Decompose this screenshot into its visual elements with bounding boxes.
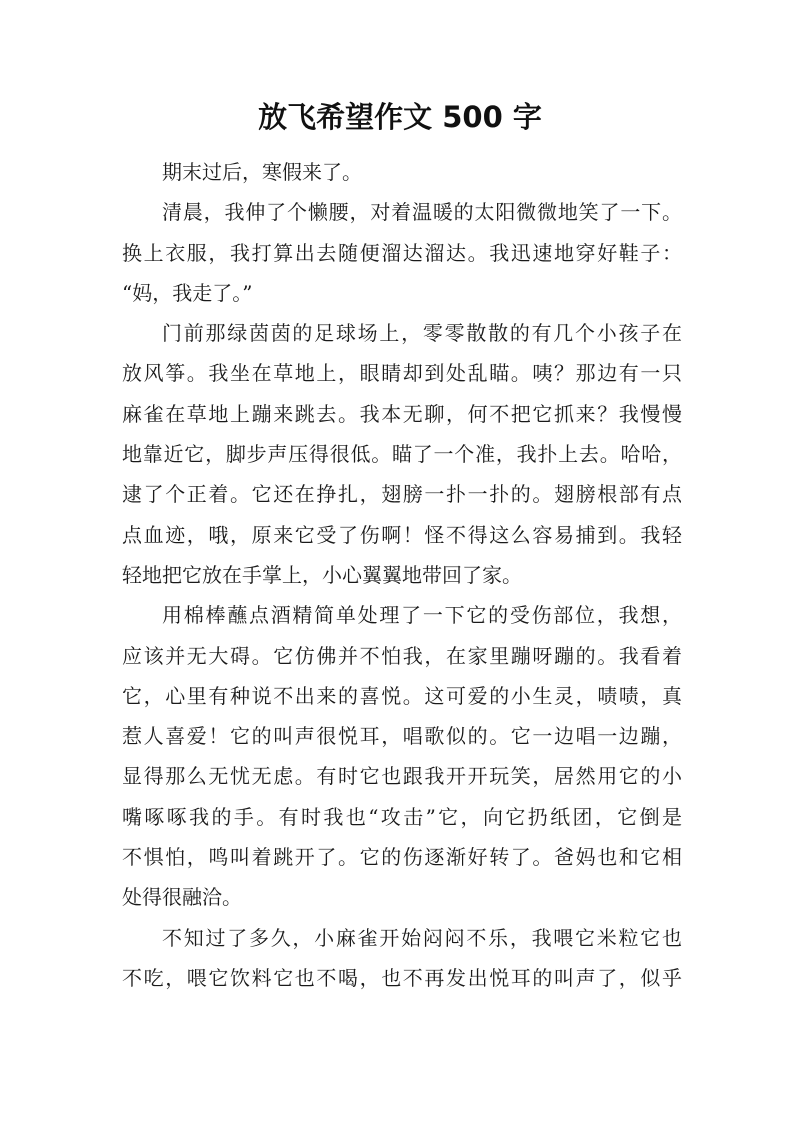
text-line: 用棉棒蘸点酒精简单处理了一下它的受伤部位，我想，	[162, 603, 682, 628]
paragraph	[122, 918, 682, 999]
paragraph	[122, 152, 682, 192]
text-line: 惹人喜爱！它的叫声很悦耳，唱歌似的。它一边唱一边蹦，	[122, 724, 682, 749]
text-line: 期末过后，寒假来了。	[162, 160, 362, 184]
document-body	[122, 152, 682, 998]
text-line: 逮了个正着。它还在挣扎，翅膀一扑一扑的。翅膀根部有点	[122, 482, 682, 507]
text-line: 放风筝。我坐在草地上，眼睛却到处乱瞄。咦？那边有一只	[122, 361, 682, 386]
text-line: 不知过了多久，小麻雀开始闷闷不乐，我喂它米粒它也	[162, 925, 682, 950]
text-line: 不吃，喂它饮料它也不喝，也不再发出悦耳的叫声了，似乎	[122, 965, 682, 990]
text-line: 嘴啄啄我的手。有时我也“攻击”它，向它扔纸团，它倒是	[122, 804, 682, 829]
text-line: 清晨，我伸了个懒腰，对着温暖的太阳微微地笑了一下。	[162, 200, 682, 225]
paragraph	[122, 313, 682, 595]
text-line: 处得很融洽。	[122, 885, 242, 910]
text-line: 显得那么无忧无虑。有时它也跟我开开玩笑，居然用它的小	[122, 764, 682, 789]
text-line: 应该并无大碍。它仿佛并不怕我，在家里蹦呀蹦的。我看着	[122, 643, 682, 668]
text-line: 地靠近它，脚步声压得很低。瞄了一个准，我扑上去。哈哈，	[122, 442, 682, 467]
paragraph	[122, 595, 682, 917]
text-line: 门前那绿茵茵的足球场上，零零散散的有几个小孩子在	[162, 321, 682, 346]
text-line: 点血迹，哦，原来它受了伤啊！怪不得这么容易捕到。我轻	[122, 522, 682, 547]
text-line: 换上衣服，我打算出去随便溜达溜达。我迅速地穿好鞋子：	[122, 240, 682, 265]
document-title: 放飞希望作文 500 字	[258, 100, 542, 134]
text-line: “妈，我走了。”	[122, 280, 253, 305]
paragraph	[122, 192, 682, 313]
text-line: 不惧怕，鸣叫着跳开了。它的伤逐渐好转了。爸妈也和它相	[122, 845, 682, 870]
text-line: 它，心里有种说不出来的喜悦。这可爱的小生灵，啧啧，真	[122, 683, 682, 708]
text-line: 麻雀在草地上蹦来跳去。我本无聊，何不把它抓来？我慢慢	[122, 401, 682, 426]
text-line: 轻地把它放在手掌上，小心翼翼地带回了家。	[122, 562, 522, 587]
